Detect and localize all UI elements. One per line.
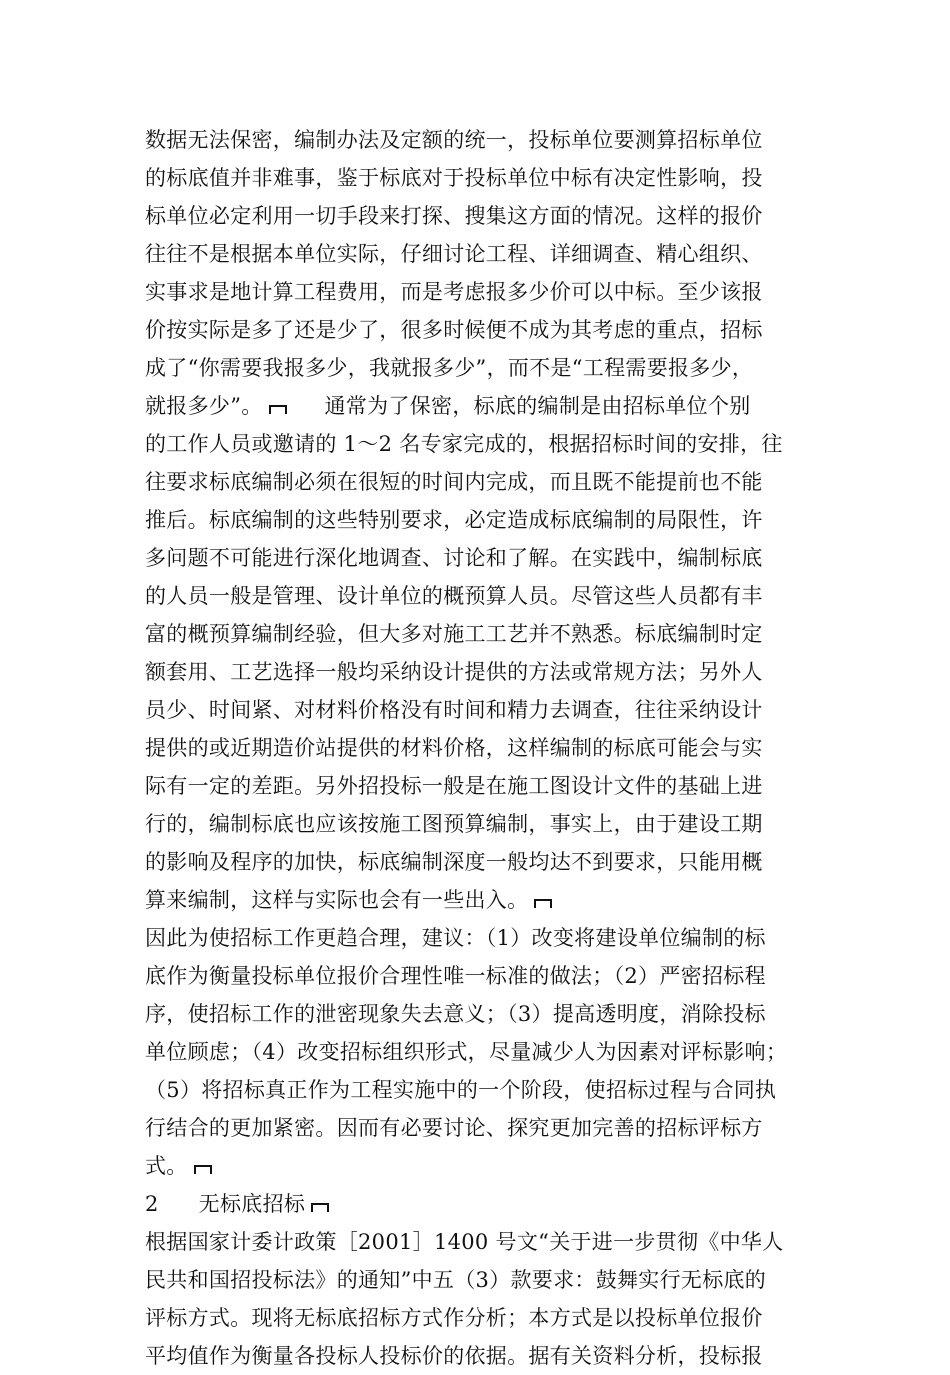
text-line-with-paragraph-mark <box>145 1147 815 1185</box>
text-line: 往往不是根据本单位实际，仔细讨论工程、详细调查、精心组织、 <box>145 242 763 266</box>
text-line: 数据无法保密，编制办法及定额的统一，投标单位要测算招标单位 <box>145 128 763 152</box>
text-line: 序，使招标工作的泄密现象失去意义；（3）提高透明度，消除投标 <box>145 1002 766 1026</box>
text-line: 提供的或近期造价站提供的材料价格，这样编制的标底可能会与实 <box>145 736 763 760</box>
section-heading <box>145 1185 815 1223</box>
text-line: 价按实际是多了还是少了，很多时候便不成为其考虑的重点，招标 <box>145 318 763 342</box>
paragraph-mark-icon <box>311 1203 329 1212</box>
text-line: （5）将招标真正作为工程实施中的一个阶段，使招标过程与合同执 <box>145 1078 777 1102</box>
text-line: 额套用、工艺选择一般均采纳设计提供的方法或常规方法；另外人 <box>145 660 763 684</box>
text-line: 际有一定的差距。另外招投标一般是在施工图设计文件的基础上进 <box>145 774 763 798</box>
text-line: 评标方式。现将无标底招标方式作分析；本方式是以投标单位报价 <box>145 1306 763 1330</box>
text-line: 行结合的更加紧密。因而有必要讨论、探究更加完善的招标评标方 <box>145 1116 763 1140</box>
text-line: 实事求是地计算工程费用，而是考虑报多少价可以中标。至少该报 <box>145 280 763 304</box>
text-line: 根据国家计委计政策［2001］1400 号文“关于进一步贯彻《中华人 <box>145 1230 784 1254</box>
text-segment: 式。 <box>145 1154 188 1178</box>
section-title: 无标底招标 <box>198 1192 306 1216</box>
text-line: 因此为使招标工作更趋合理，建议：（1）改变将建设单位编制的标 <box>145 926 766 950</box>
text-line-with-paragraph-break <box>145 387 815 425</box>
text-segment: 就报多少”。 <box>145 394 263 418</box>
text-segment: 通常为了保密，标底的编制是由招标单位个别 <box>324 394 751 418</box>
text-line: 富的概预算编制经验，但大多对施工工艺并不熟悉。标底编制时定 <box>145 622 763 646</box>
text-line: 底作为衡量投标单位报价合理性唯一标准的做法；（2）严密招标程 <box>145 964 766 988</box>
text-line: 行的，编制标底也应该按施工图预算编制，事实上，由于建设工期 <box>145 812 763 836</box>
text-line: 的标底值并非难事，鉴于标底对于投标单位中标有决定性影响，投 <box>145 166 763 190</box>
text-line: 员少、时间紧、对材料价格没有时间和精力去调查，往往采纳设计 <box>145 698 763 722</box>
text-line: 的影响及程序的加快，标底编制深度一般均达不到要求，只能用概 <box>145 850 763 874</box>
text-line: 的人员一般是管理、设计单位的概预算人员。尽管这些人员都有丰 <box>145 584 763 608</box>
text-line-with-paragraph-mark <box>145 881 815 919</box>
text-segment: 算来编制，这样与实际也会有一些出入。 <box>145 888 529 912</box>
paragraph-mark-icon <box>269 405 287 414</box>
text-line: 平均值作为衡量各投标人投标价的依据。据有关资料分析，投标报 <box>145 1344 763 1368</box>
text-line: 多问题不可能进行深化地调查、讨论和了解。在实践中，编制标底 <box>145 546 763 570</box>
text-line: 单位顾虑；（4）改变招标组织形式，尽量减少人为因素对评标影响； <box>145 1040 788 1064</box>
text-line: 推后。标底编制的这些特别要求，必定造成标底编制的局限性，许 <box>145 508 763 532</box>
text-line: 标单位必定利用一切手段来打探、搜集这方面的情况。这样的报价 <box>145 204 763 228</box>
text-line: 民共和国招投标法》的通知”中五（3）款要求：鼓舞实行无标底的 <box>145 1268 767 1292</box>
text-line: 成了“你需要我报多少，我就报多少”，而不是“工程需要报多少， <box>145 356 754 380</box>
paragraph-mark-icon <box>194 1165 212 1174</box>
paragraph-mark-icon <box>534 899 552 908</box>
text-line: 往要求标底编制必须在很短的时间内完成，而且既不能提前也不能 <box>145 470 763 494</box>
text-line: 的工作人员或邀请的 1～2 名专家完成的，根据招标时间的安排，往 <box>145 432 783 456</box>
section-number: 2 <box>145 1192 159 1216</box>
